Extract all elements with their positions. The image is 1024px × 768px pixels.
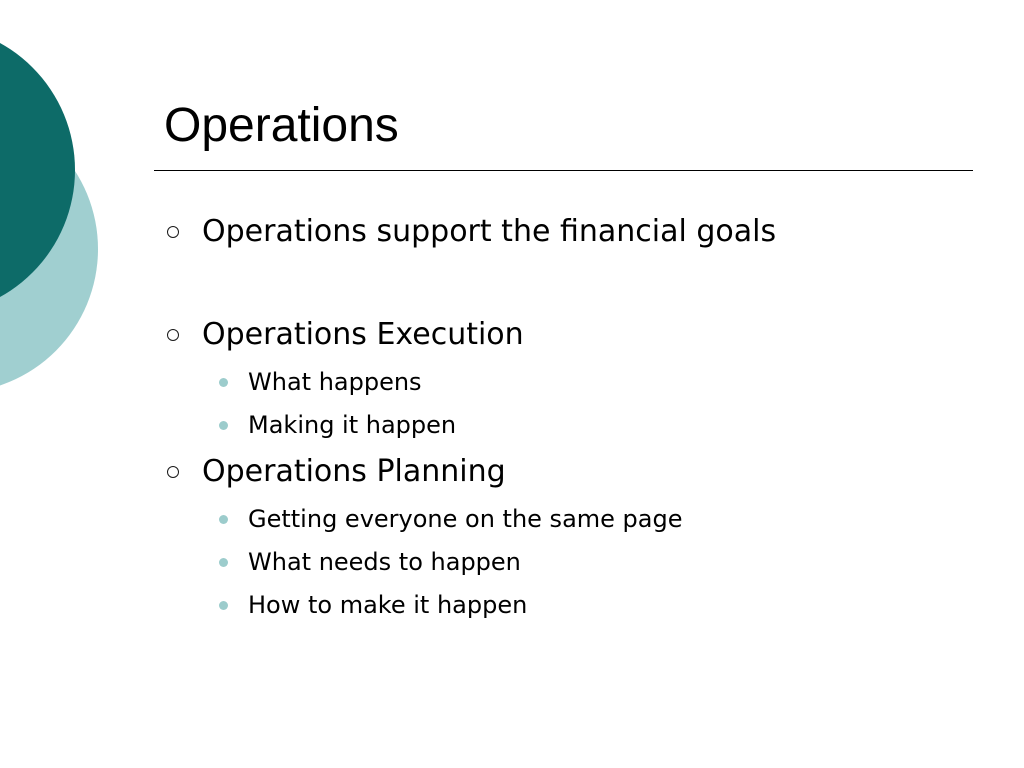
- dot-bullet-icon: [219, 378, 228, 387]
- dot-bullet-icon: [219, 515, 228, 524]
- sub-bullet-text: How to make it happen: [248, 591, 528, 619]
- sub-bullet-item: [0, 403, 1024, 447]
- slide-title: Operations: [164, 99, 399, 152]
- dot-bullet-icon: [219, 601, 228, 610]
- hollow-circle-bullet-icon: [167, 329, 179, 341]
- sub-bullet-item: [0, 497, 1024, 541]
- sub-bullet-item: [0, 360, 1024, 404]
- bullet-text: Operations support the financial goals: [202, 214, 777, 249]
- sub-bullet-text: Getting everyone on the same page: [248, 505, 683, 533]
- sub-bullet-text: What needs to happen: [248, 548, 521, 576]
- bullet-text: Operations Execution: [202, 317, 524, 352]
- sub-bullet-text: Making it happen: [248, 411, 457, 439]
- title-divider: [154, 170, 973, 171]
- sub-bullet-item: [0, 583, 1024, 627]
- bullet-item: [0, 210, 1024, 254]
- bullet-text: Operations Planning: [202, 454, 506, 489]
- dot-bullet-icon: [219, 421, 228, 430]
- hollow-circle-bullet-icon: [167, 226, 179, 238]
- dot-bullet-icon: [219, 558, 228, 567]
- bullet-item: [0, 313, 1024, 357]
- bullet-item: [0, 450, 1024, 494]
- sub-bullet-item: [0, 540, 1024, 584]
- hollow-circle-bullet-icon: [167, 466, 179, 478]
- sub-bullet-text: What happens: [248, 368, 422, 396]
